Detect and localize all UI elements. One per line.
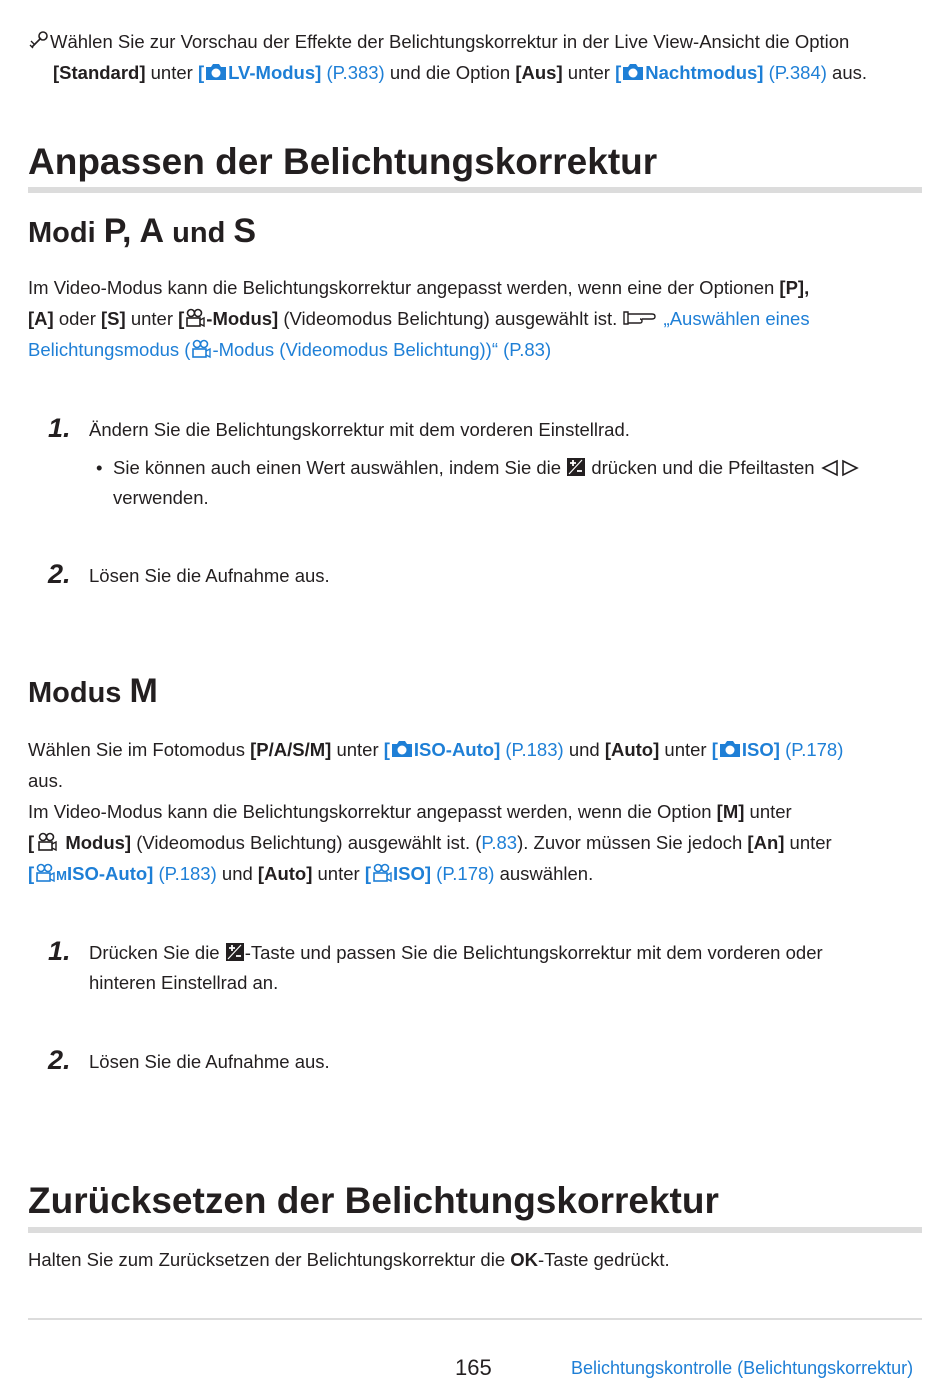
camera-icon [390,739,414,759]
para-text-2: (Videomodus Belichtung) ausgewählt ist. [283,308,618,329]
page-number: 165 [455,1355,492,1380]
section-title-zuruecksetzen: Zurücksetzen der Belichtungskorrektur [28,1180,719,1221]
text-videomodus: Im Video-Modus kann die Belichtungskorrektur angepasst werden, wenn die Option [28,801,712,822]
step-number-1: 1. [48,413,71,443]
section-rule [28,187,922,193]
movie-camera-icon [34,863,56,883]
camera-icon [204,62,228,82]
ok-key: OK [510,1249,538,1270]
step-number-2: 2. [48,559,71,589]
word-aus: aus. [28,770,63,791]
exposure-compensation-icon [566,457,586,477]
word-und: und [172,217,226,249]
footer-rule [28,1318,922,1320]
page-ref-178[interactable]: (P.178) [436,863,495,884]
bracket: [ [383,739,390,760]
movie-camera-icon [184,308,206,328]
paragraph-modi-pas [28,272,923,365]
section-rule-2 [28,1227,922,1233]
word-modus: Modus [28,677,122,709]
camera-icon [621,62,645,82]
paragraph-modus-m [28,734,923,891]
letter-a: A [139,212,165,250]
word-unter: unter [336,739,379,760]
tip-note [28,26,928,57]
word-unter: unter [749,801,792,822]
option-a: [A] [28,308,54,329]
page-ref-383[interactable]: (P.383) [326,62,385,83]
step-m-text-2: Lösen Sie die Aufnahme aus. [89,1051,330,1072]
letter-s: S [233,212,257,250]
step-m-text-c: hinteren Einstellrad an. [89,972,279,993]
bracket: [ [615,62,622,83]
option-p: [P], [779,277,810,298]
bracket: [ [178,308,185,329]
letter-p: P, [103,212,132,250]
word-unter: unter [664,739,707,760]
movie-iso-auto-link[interactable] [28,863,153,884]
step-m-number-2: 2. [48,1045,71,1075]
word-unter: unter [150,62,193,83]
night-mode-label: Nachtmodus] [645,62,764,83]
page-ref-384[interactable]: (P.384) [768,62,827,83]
bracket: [ [28,832,35,853]
step-m-number-1: 1. [48,936,71,966]
ref-text-2b: -Modus (Videomodus Belichtung))“ (P.83) [212,339,552,360]
word-aus: aus. [832,62,868,83]
word-modi: Modi [28,217,96,249]
iso-label: ISO] [741,739,780,760]
step-m-text-a: Drücken Sie die [89,942,220,963]
pointing-hand-icon [622,308,658,328]
reset-text-2: -Taste gedrückt. [538,1249,670,1270]
section-title-anpassen: Anpassen der Belichtungskorrektur [28,141,658,182]
bracket: [ [364,863,371,884]
letter-m: M [129,672,158,710]
bullet-text-c: verwenden. [113,487,209,508]
iso-label: ISO] [393,863,432,884]
iso-auto-label: ISO-Auto] [413,739,501,760]
und-option: und die Option [389,62,511,83]
option-pasm: [P/A/S/M] [250,739,332,760]
bracket: [ [28,863,35,884]
bullet-text-b: drücken und die Pfeiltasten [591,457,815,478]
tip-note-line2 [53,57,933,88]
text-zuvor: ). Zuvor müssen Sie jedoch [517,832,743,853]
lv-mode-label: LV-Modus] [228,62,322,83]
bracket: [ [197,62,205,83]
word-unter-2: unter [567,62,610,83]
text-fotomodus: Wählen Sie im Fotomodus [28,739,245,760]
iso-auto-label: ISO-Auto] [67,863,154,884]
bracket: [ [711,739,718,760]
step-m-text-b: -Taste und passen Sie die Belichtungskorrektur mit dem vorderen oder [244,942,823,963]
subheading-modus-m [28,672,158,712]
movie-iso-link[interactable] [365,863,431,884]
word-unter: unter [317,863,360,884]
word-und: und [221,863,253,884]
word-und: und [568,739,600,760]
movie-camera-icon [34,832,60,852]
movie-camera-icon [371,863,393,883]
movie-m-subscript: M [56,868,68,883]
step-text-2: Lösen Sie die Aufnahme aus. [89,565,330,586]
word-auswaehlen: auswählen. [499,863,594,884]
paragraph-zuruecksetzen [28,1244,923,1275]
page-ref-83[interactable]: P.83 [481,832,518,853]
step-text-1: Ändern Sie die Belichtungskorrektur mit dem vorderen Einstellrad. [89,419,630,440]
iso-link[interactable] [712,739,780,760]
iso-auto-link[interactable] [384,739,500,760]
note-text-1: Wählen Sie zur Vorschau der Effekte der Belichtungskorrektur in der Live View-Ansicht die Option [50,31,850,52]
page-ref-183[interactable]: (P.183) [158,863,217,884]
bullet-dot: • [96,457,103,478]
subheading-modi-pas [28,212,256,252]
night-mode-link[interactable] [615,62,763,83]
bullet-text-a: Sie können auch einen Wert auswählen, indem Sie die [113,457,562,478]
left-right-arrow-icon [820,459,860,477]
reset-text-1: Halten Sie zum Zurücksetzen der Belichtungskorrektur die [28,1249,506,1270]
page-ref-178[interactable]: (P.178) [785,739,844,760]
option-standard: [Standard] [53,62,146,83]
option-auto: [Auto] [604,739,660,760]
option-auto: [Auto] [257,863,313,884]
option-an: [An] [747,832,785,853]
word-unter: unter [789,832,832,853]
ref-text-1: „Auswählen eines [663,308,810,329]
option-s: [S] [101,308,126,329]
option-aus: [Aus] [515,62,563,83]
lv-mode-link[interactable] [198,62,321,83]
option-m: [M] [716,801,745,822]
page-ref-183[interactable]: (P.183) [505,739,564,760]
ref-text-2a: Belichtungsmodus ( [28,339,191,360]
modus-label: Modus] [65,832,132,853]
movie-camera-icon [190,339,212,359]
word-unter: unter [130,308,173,329]
camera-icon [718,739,742,759]
tip-wrench-icon [28,29,50,51]
para-text-1: Im Video-Modus kann die Belichtungskorrektur angepasst werden, wenn eine der Optionen [28,277,775,298]
word-oder: oder [58,308,96,329]
step-m-text-1 [89,938,909,998]
exposure-compensation-icon [225,942,245,962]
chapter-title-link[interactable]: Belichtungskontrolle (Belichtungskorrektur) [571,1358,914,1378]
modus-label: -Modus] [206,308,279,329]
text-ausgewaehlt: (Videomodus Belichtung) ausgewählt ist. ( [136,832,482,853]
